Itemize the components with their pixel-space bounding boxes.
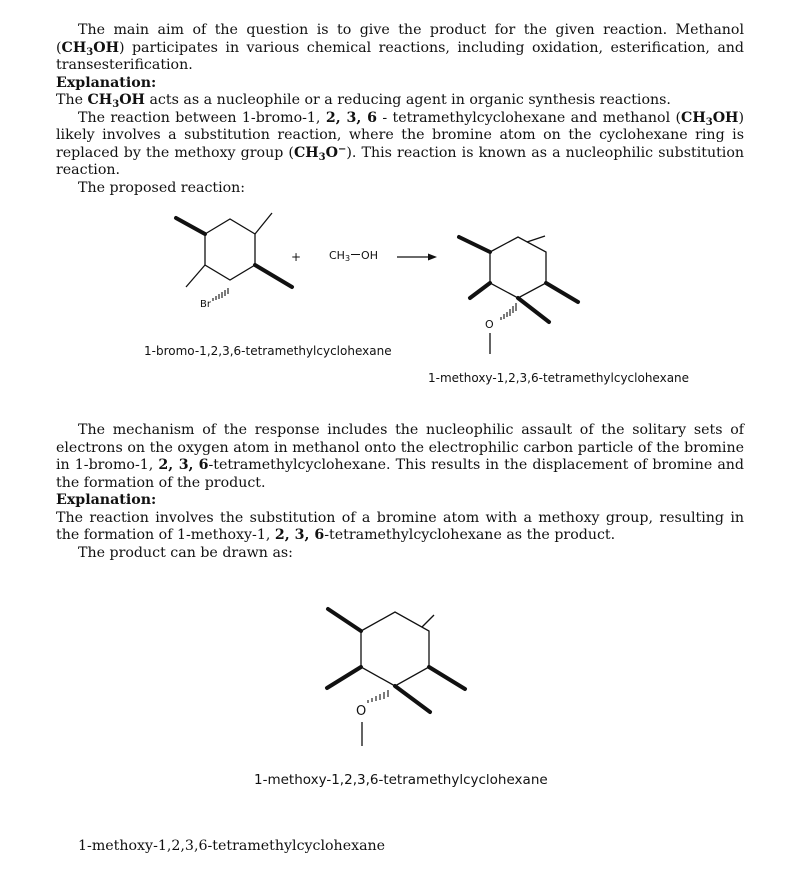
methanol-formula: $CH_3OH$ xyxy=(681,109,739,128)
oxygen-atom-label: O xyxy=(485,318,494,331)
substitution-paragraph: The reaction involves the substitution of a bromine atom with a methoxy group, resulting in the formation of 1-methoxy-1, 2, 3, 6-tetramethylcyclohexane as the product. xyxy=(56,509,744,543)
figure-product-name: 1-methoxy-1,2,3,6-tetramethylcyclohexane xyxy=(254,772,548,788)
explanation-heading: Explanation: xyxy=(56,74,157,91)
final-answer: 1-methoxy-1,2,3,6-tetramethylcyclohexane xyxy=(78,838,386,854)
explanation-heading-2: Explanation: xyxy=(56,492,157,508)
methanol-formula: $CH_3OH$ xyxy=(61,39,119,58)
plus-sign: + xyxy=(291,250,302,264)
product-name: 1-methoxy-1,2,3,6-tetramethylcyclohexane xyxy=(428,371,690,385)
methoxy-formula: $CH_3O^-$ xyxy=(293,143,347,163)
reactant-name: 1-bromo-1,2,3,6-tetramethylcyclohexane xyxy=(144,344,392,358)
bromine-atom-label: Br xyxy=(200,299,211,310)
figure-oxygen-atom-label: O xyxy=(356,704,367,719)
methanol-formula: $CH_3OH$ xyxy=(87,92,145,110)
product-drawn-label: The product can be drawn as: xyxy=(78,544,293,561)
nucleophile-paragraph: The $CH_3OH$ acts as a nucleophile or a reducing agent in organic synthesis reactions. xyxy=(56,92,671,110)
reaction-paragraph: The reaction between 1-bromo-1, 2, 3, 6 - tetramethylcyclohexane and methanol $(CH_3OH)$ likely involves a substitution reaction, where the bromine atom on the cyclohexane ring is replaced by the methoxy group $(CH_3O^-)$. This reaction is known as a nucleophilic substitution reaction. xyxy=(56,109,745,178)
mechanism-paragraph: The mechanism of the response includes the nucleophilic assault of the solitary sets of electrons on the oxygen atom in methanol onto the electrophilic carbon particle of the bromine in 1-bromo-1, 2, 3, 6-tetramethylcyclohexane. This results in the displacement of bromine and the formation of the product. xyxy=(56,422,745,491)
proposed-reaction-label: The proposed reaction: xyxy=(78,179,246,196)
methanol-reagent: $CH_3$ OH xyxy=(329,249,378,263)
intro-paragraph: The main aim of the question is to give the product for the given reaction. Methanol $(CH_3OH)$ participates in various chemical reactions, including oxidation, esterification, and transesterification. xyxy=(56,22,744,73)
